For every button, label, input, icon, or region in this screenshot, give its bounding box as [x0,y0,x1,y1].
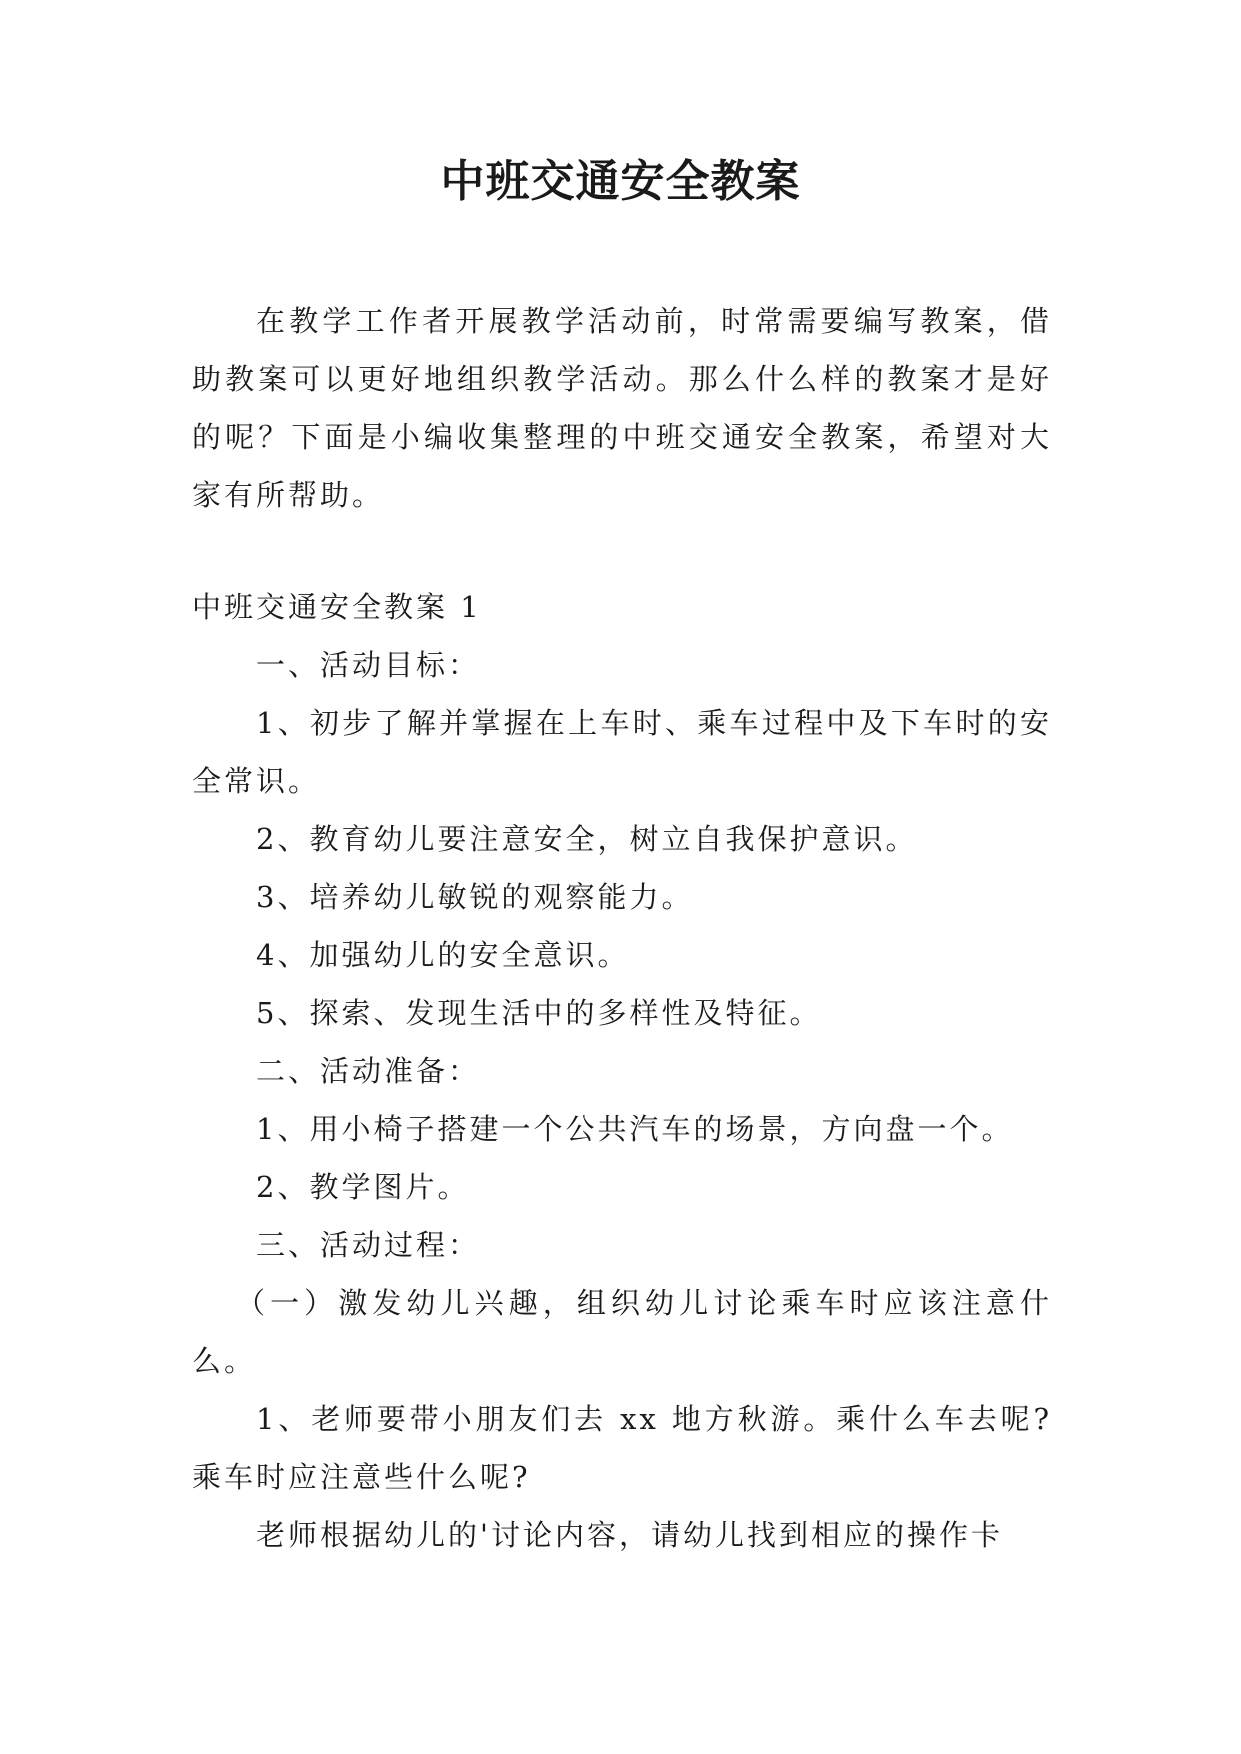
prep-item-2: 2、教学图片。 [256,1170,470,1204]
goal-item-2: 2、教育幼儿要注意安全，树立自我保护意识。 [256,822,918,856]
section-title: 中班交通安全教案 1 [192,590,482,624]
goal-item-3: 3、培养幼儿敏锐的观察能力。 [256,880,694,914]
goal-item-5: 5、探索、发现生活中的多样性及特征。 [256,996,822,1030]
heading-activity-goals: 一、活动目标： [256,648,481,682]
process-paragraph: 老师根据幼儿的'讨论内容，请幼儿找到相应的操作卡 [256,1518,1003,1552]
goal-item-1: 1、初步了解并掌握在上车时、乘车过程中及下车时的安全常识。 [192,706,1052,798]
document-title: 中班交通安全教案 [440,156,801,207]
process-item-1: 1、老师要带小朋友们去 xx 地方秋游。乘什么车去呢?乘车时应注意些什么呢? [192,1402,1052,1494]
intro-paragraph: 在教学工作者开展教学活动前，时常需要编写教案，借助教案可以更好地组织教学活动。那么什么样的教案才是好的呢？下面是小编收集整理的中班交通安全教案，希望对大家有所帮助。 [192,304,1052,512]
goal-item-4: 4、加强幼儿的安全意识。 [256,938,630,972]
heading-activity-preparation: 二、活动准备： [256,1054,481,1088]
prep-item-1: 1、用小椅子搭建一个公共汽车的场景，方向盘一个。 [256,1112,1014,1146]
document-body [192,292,1052,1564]
heading-activity-process: 三、活动过程： [256,1228,481,1262]
process-step-1: （一）激发幼儿兴趣，组织幼儿讨论乘车时应该注意什么。 [192,1286,1052,1378]
